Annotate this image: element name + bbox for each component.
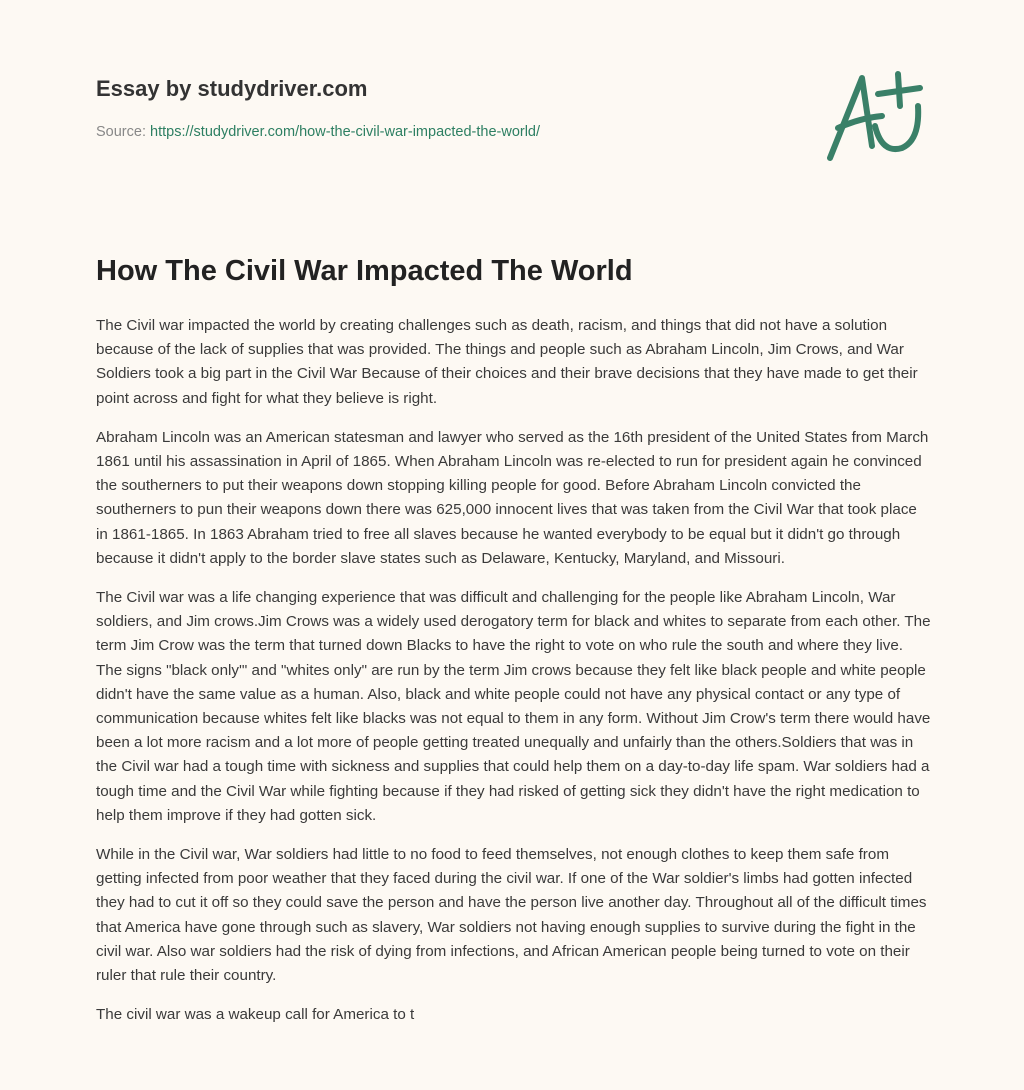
- essay-paragraph: Abraham Lincoln was an American statesman and lawyer who served as the 16th president of the United States from March 1861 until his assassination in April of 1865. When Abraham Lincoln was re-elected to run for president again he convinced the southerners to put their weapons down stopping killing people for good. Before Abraham Lincoln convicted the southerners to pun their weapons down there was 625,000 innocent lives that was taken from the Civil War that took place in 1861-1865. In 1863 Abraham tried to free all slaves because he wanted everybody to be equal but it didn't go through because it didn't apply to the border slave states such as Delaware, Kentucky, Maryland, and Missouri.: [96, 428, 929, 567]
- essay-title: How The Civil War Impacted The World: [96, 255, 633, 287]
- source-line: [96, 124, 540, 140]
- site-title: Essay by studydriver.com: [96, 76, 368, 101]
- essay-body: [96, 314, 932, 1042]
- essay-paragraph: While in the Civil war, War soldiers had little to no food to feed themselves, not enough clothes to keep them safe from getting infected from poor weather that they faced during the civil war. If one of the War soldier's limbs had gotten infected they had to cut it off so they could save the person and have the person live another day. Throughout all of the difficult times that America have gone through such as slavery, War soldiers not having enough supplies to survive during the fight in the civil war. Also war soldiers had the risk of dying from infections, and African American people being turned to vote on their ruler that rule their country.: [96, 846, 927, 985]
- essay-paragraph: The Civil war impacted the world by creating challenges such as death, racism, and things that did not have a solution because of the lack of supplies that was provided. The things and people such as Abraham Lincoln, Jim Crows, and War Soldiers took a big part in the Civil War Because of their choices and their brave decisions that they have made to get their point across and fight for what they believe is right.: [96, 317, 918, 407]
- essay-paragraph: The civil war was a wakeup call for America to t: [96, 1006, 415, 1024]
- source-label: Source:: [96, 124, 146, 140]
- essay-paragraph: The Civil war was a life changing experience that was difficult and challenging for the people like Abraham Lincoln, War soldiers, and Jim crows.Jim Crows was a widely used derogatory term for black and whites to separate from each other. The term Jim Crow was the term that turned down Blacks to have the right to vote on who rule the south and where they live. The signs "black only'" and "whites only" are run by the term Jim crows because they felt like black people and white people didn't have the same value as a human. Also, black and white people could not have any physical contact or any type of communication because whites felt like blacks was not equal to them in any form. Without Jim Crow's term there would have been a lot more racism and a lot more of people getting treated unequally and unfairly than the others.Soldiers that was in the Civil war had a tough time with sickness and supplies that could help them on a day-to-day life spam. War soldiers had a tough time and the Civil War while fighting because if they had risked of getting sick they didn't have the right medication to help them improve if they had gotten sick.: [96, 589, 931, 824]
- source-link[interactable]: https://studydriver.com/how-the-civil-war-impacted-the-world/: [150, 124, 541, 140]
- a-plus-logo-icon: [820, 66, 930, 166]
